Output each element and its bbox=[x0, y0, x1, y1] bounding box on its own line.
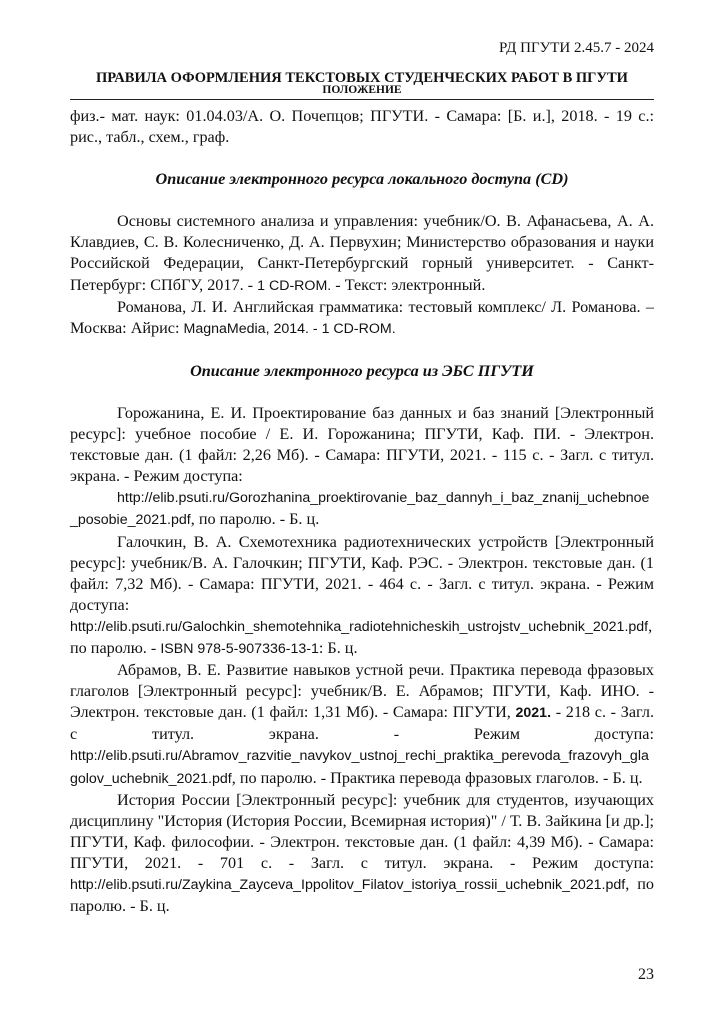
reference-text: - 218 с. - Загл. с титул. экрана. - Режим доступа: bbox=[70, 703, 654, 744]
reference-text: , по паролю. - Практика перевода фразовых глаголов. - Б. ц. bbox=[231, 768, 643, 787]
page-content bbox=[70, 106, 654, 917]
reference-ebs-2 bbox=[70, 532, 654, 661]
reference-text: Горожанина, Е. И. Проектирование баз данных и баз знаний [Электронный ресурс]: учебное пособие / Е. И. Горожанина; ПГУТИ, Каф. ПИ. - Электрон. текстовые дан. (1 файл: 2,26 Мб). - Самара: ПГУТИ, 2021. - 115 с. - Загл. с титул. экрана. - Режим доступа: bbox=[70, 403, 654, 486]
reference-text: Романова, Л. И. Английская грамматика: тестовый комплекс/ Л. Романова. – Москва: Айрис: bbox=[70, 297, 654, 337]
reference-text: , по паролю. - Б. ц. bbox=[70, 875, 654, 916]
reference-isbn: ISBN 978-5-907336-13-1 bbox=[160, 640, 319, 657]
reference-text: , по паролю. - Б. ц. bbox=[190, 510, 320, 529]
reference-url[interactable]: http://elib.psuti.ru/Galochkin_shemotehnika_radiotehnicheskih_ustrojstv_uchebnik_2021.pdf bbox=[70, 618, 649, 635]
document-code: РД ПГУТИ 2.45.7 - 2024 bbox=[498, 40, 654, 56]
reference-text: История России [Электронный ресурс]: учебник для студентов, изучающих дисциплину "История (История России, Всемирная история)" / Т. В. Зайкина [и др.]; ПГУТИ, Каф. философии. - Электрон. текстовые дан. (1 файл: 4,39 Мб). - Самара: ПГУТИ, 2021. - 701 с. - Загл. с титул. экрана. - Режим доступа: bbox=[70, 790, 654, 872]
document-subtitle: ПОЛОЖЕНИЕ bbox=[322, 84, 402, 96]
reference-text: : Б. ц. bbox=[318, 638, 358, 657]
reference-ebs-1 bbox=[70, 403, 654, 487]
reference-cd-1 bbox=[70, 211, 654, 296]
reference-cd-2 bbox=[70, 297, 654, 340]
reference-ebs-1-url-line bbox=[70, 487, 654, 531]
reference-publisher: MagnaMedia, 2014. - 1 CD-ROM. bbox=[183, 320, 396, 337]
reference-url[interactable]: http://elib.psuti.ru/Gorozhanina_proektirovanie_baz_dannyh_i_baz_znanij_uchebnoe_posobie_2021.pdf bbox=[70, 490, 650, 529]
reference-ebs-4 bbox=[70, 790, 654, 918]
header-divider bbox=[70, 99, 654, 100]
reference-text: Абрамов, В. Е. Развитие навыков устной речи. Практика перевода фразовых глаголов [Электронный ресурс]: учебник/В. Е. Абрамов; ПГУТИ, Каф. ИНО. - Электрон. текстовые дан. (1 файл: 1,31 Мб). - Самара: ПГУТИ, bbox=[70, 661, 654, 722]
document-title: ПРАВИЛА ОФОРМЛЕНИЯ ТЕКСТОВЫХ СТУДЕНЧЕСКИХ РАБОТ В ПГУТИ bbox=[96, 70, 628, 86]
continuation-text: физ.- мат. наук: 01.04.03/А. О. Почепцов; ПГУТИ. - Самара: [Б. и.], 2018. - 19 с.: рис., табл., схем., граф. bbox=[70, 107, 654, 147]
reference-text: Галочкин, В. А. Схемотехника радиотехнических устройств [Электронный ресурс]: учебник/В. А. Галочкин; ПГУТИ, Каф. РЭС. - Электрон. текстовые дан. (1 файл: 7,32 Мб). - Самара: ПГУТИ, 2021. - 464 с. - Загл. с титул. экрана. - Режим доступа: bbox=[70, 532, 654, 614]
section-heading-cd: Описание электронного ресурса локального доступа (CD) bbox=[155, 170, 569, 189]
reference-continuation bbox=[70, 106, 654, 148]
reference-url[interactable]: http://elib.psuti.ru/Abramov_razvitie_navykov_ustnoj_rechi_praktika_perevoda_frazovyh_glagolov_uchebnik_2021.pdf bbox=[70, 748, 649, 787]
reference-text: - Текст: электронный. bbox=[331, 275, 486, 294]
reference-ebs-3 bbox=[70, 660, 654, 790]
page-number: 23 bbox=[638, 966, 654, 983]
section-heading-ebs: Описание электронного ресурса из ЭБС ПГУТИ bbox=[190, 361, 534, 380]
reference-text: , по паролю. - bbox=[70, 616, 653, 657]
reference-medium: 1 CD-ROM. bbox=[257, 277, 332, 294]
reference-url[interactable]: http://elib.psuti.ru/Zaykina_Zayceva_Ippolitov_Filatov_istoriya_rossii_uchebnik_2021.pdf bbox=[70, 877, 626, 893]
reference-text: Основы системного анализа и управления: учебник/О. В. Афанасьева, А. А. Клавдиев, С. В. Колесниченко, Д. А. Первухин; Министерство образования и науки Российской Федерации, Санкт-Петербургский горный университет. - Санкт-Петербург: СПбГУ, 2017. - bbox=[70, 212, 654, 294]
reference-year: 2021. bbox=[515, 705, 552, 722]
